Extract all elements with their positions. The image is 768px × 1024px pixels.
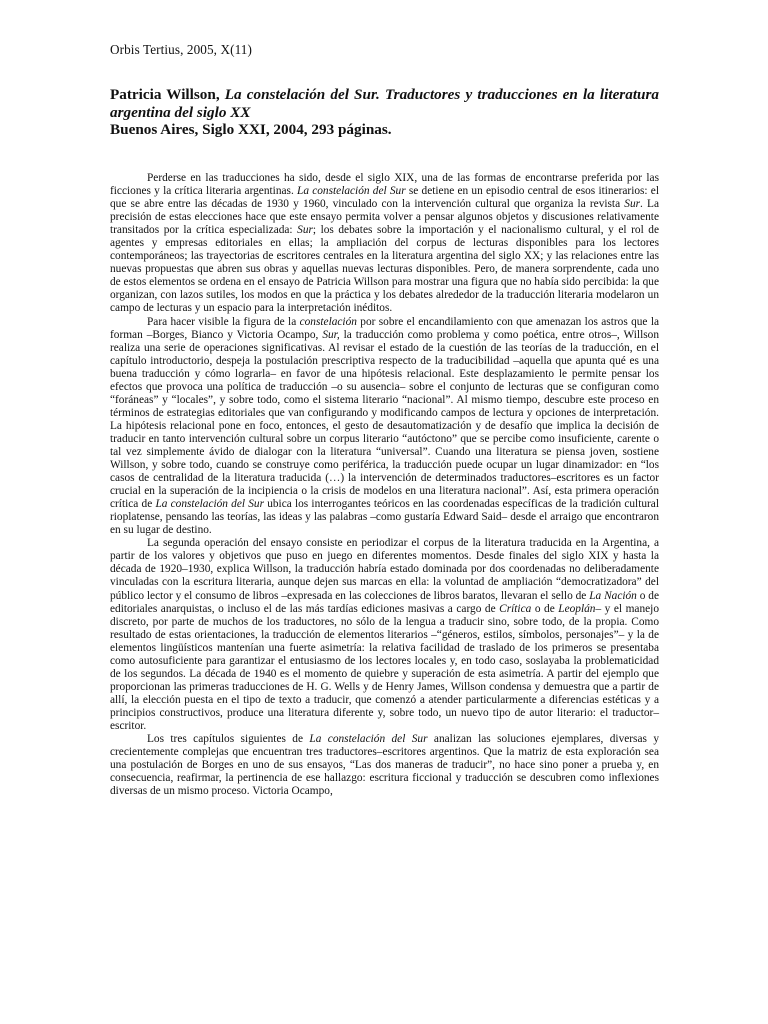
italic-text-run: Crítica	[499, 602, 532, 615]
text-run: por sobre el encandilamiento con que amenazan los astros que la forman –Borges, Bianco y Victoria Ocampo,	[110, 315, 660, 341]
italic-text-run: La constelación del Sur	[297, 185, 406, 198]
text-run: Para hacer visible la figura de la	[147, 315, 300, 328]
italic-text-run: La constelación del Sur	[155, 498, 264, 511]
book-title-main: La constelación del Sur	[224, 86, 377, 103]
text-run: ; los debates sobre la importación y el nacionalismo cultural, y el rol de agentes y empresas editoriales en ellas; la ampliación del corpus de lecturas disponibles para los lectores contemporáneos; las trayectorias de escritores centrales en la literatura argentina del siglo XX; y las relaciones entre las nuevas propuestas que abren sus obras y aquellas nuevas lecturas disponibles. Pero, de manera sorprendente, cada uno de estos elementos se ordena en el ensayo de Patricia Willson para mostrar una figura que no había sido percibida: la que organizan, con lazos sutiles, los modos en que la práctica y los debates alrededor de la traducción literaria modelaron un campo de lecturas y un espacio para la interpretación inéditos.	[110, 224, 660, 315]
review-body	[110, 172, 659, 798]
italic-text-run: constelación	[299, 315, 357, 328]
italic-text-run: Sur	[624, 198, 641, 211]
publication-info: Buenos Aires, Siglo XXI, 2004, 293 páginas.	[110, 121, 392, 138]
body-paragraph	[110, 172, 659, 316]
review-title	[110, 86, 659, 121]
italic-text-run: La Nación	[589, 589, 637, 602]
text-run: analizan las soluciones ejemplares, diversas y crecientemente complejas que encuentran tres traductores–escritores argentinos. Que la matriz de esta exploración sea una postulación de Borges en uno de sus ensayos, “Las dos maneras de traducir”, no hace sino poner a prueba y, en consecuencia, reafirmar, la pertinencia de ese hallazgo: escritura ficcional y traducción se descubren como inflexiones diversas de un mismo proceso. Victoria Ocampo,	[110, 733, 659, 798]
text-run: se detiene en un episodio central de esos itinerarios: el que se abre entre las décadas de 1930 y 1960, vinculado con la intervención cultural que organiza la revista	[110, 185, 659, 211]
text-run: o de	[531, 602, 559, 615]
text-run: La segunda operación del ensayo consiste en periodizar el corpus de la literatura traducida en la Argentina, a partir de los valores y objetivos que puso en juego en diferentes momentos. Desde finales del siglo XIX y hasta la década de 1920–1930, explica Willson, la traducción habría estado dominada por dos coordenadas no deliberadamente vinculadas con la escritura literaria, aunque dejen sus marcas en ella: la voluntad de ampliación “democratizadora” del público lector y el consumo de libros –expresada en las colecciones de libros baratos, llevaran el sello de	[110, 537, 659, 602]
italic-text-run: Leoplán	[558, 602, 596, 615]
italic-text-run: Sur,	[322, 328, 340, 341]
italic-text-run: Sur	[297, 224, 313, 237]
text-run: la traducción como problema y como poética, entre otros–, Willson realiza una serie de operaciones significativas. Al revisar el estado de la cuestión de las teorías de la traducción, en el capítulo introductorio, despeja la postulación prescriptiva respecto de la traducibilidad –aquella que apunta qué es una buena traducción y cómo lograrla– en favor de una hipótesis relacional. Este desplazamiento le permite pensar los efectos que provoca una política de traducción –o su ausencia– sobre el conjunto de lecturas que se configuran como “foráneas” y “locales”, y sobre todo, como el sistema literario “nacional”. Al mismo tiempo, descubre este proceso en términos de estrategias editoriales que van configurando y modificando campos de lectura y opciones de interpretación. La hipótesis relacional pone en foco, entonces, el gesto de desautomatización y de desafío que implica la decisión de traducir en tanto intervención cultural sobre un corpus literario “autóctono” que se percibe como insuficiente, carente o tal vez simplemente ávido de dialogar con la literatura “universal”. Cuando una literatura se piensa joven, sostiene Willson, y sobre todo, cuando se construye como periférica, la traducción puede ocupar un lugar dinamizador: en “los casos de centralidad de la literatura traducida (…) la intervención de determinados traductores–escritores es un factor crucial en la superación de la incipiencia o la crisis de modelos en una literatura nacional”. Así, esta primera operación crítica de	[110, 328, 659, 511]
book-author: Patricia Willson,	[110, 86, 225, 103]
text-run: ubica los interrogantes teóricos en las coordenadas específicas de la tradición cultural rioplatense, pensando las teorías, las ideas y las palabras –como gustaría Edward Said– desde el arraigo que encontraron en su lugar de destino.	[110, 498, 659, 537]
journal-citation: Orbis Tertius, 2005, X(11)	[110, 42, 252, 57]
body-paragraph	[110, 733, 659, 798]
text-run: . La precisión de estas elecciones hace que este ensayo permita volver a pensar algunos objetos y discusiones relativamente transitados por la crítica especializada:	[110, 198, 659, 237]
italic-text-run: La constelación del Sur	[309, 733, 428, 746]
body-paragraph	[110, 537, 659, 733]
text-run: Los tres capítulos siguientes de	[147, 733, 310, 746]
body-paragraph	[110, 316, 659, 538]
text-run: Perderse en las traducciones ha sido, desde el siglo XIX, una de las formas de encontrarse preferida por las ficciones y la crítica literaria argentinas.	[110, 172, 659, 198]
text-run: – y el manejo discreto, por parte de muchos de los traductores, no sólo de la lengua a traducir sino, sobre todo, de la propia. Como resultado de estas orientaciones, la traducción de elementos literarios –“géneros, estilos, símbolos, personajes”– y la de elementos lingüísticos mantenían una fuerte asimetría: la relativa facilidad de traslado de los primeros se presentaba como autosuficiente para garantizar el entusiasmo de los lectores locales y, en todo caso, soslayaba la problematicidad de los segundos. La década de 1940 es el momento de quiebre y superación de esta asimetría. A partir del ejemplo que proporcionan las primeras traducciones de H. G. Wells y de Henry James, Willson condensa y demuestra que a partir de allí, la elección puesta en el tipo de texto a traducir, que comenzó a atender particularmente a diferencias estéticas y a principios constructivos, produce una literatura diferente y, sobre todo, un nuevo tipo de autor literario: el traductor–escritor.	[110, 602, 659, 732]
text-run: o de editoriales anarquistas, o incluso el de las más tardías ediciones masivas a cargo de	[110, 589, 659, 615]
book-subtitle: . Traductores y traducciones en la literatura argentina del siglo XX	[110, 86, 659, 121]
